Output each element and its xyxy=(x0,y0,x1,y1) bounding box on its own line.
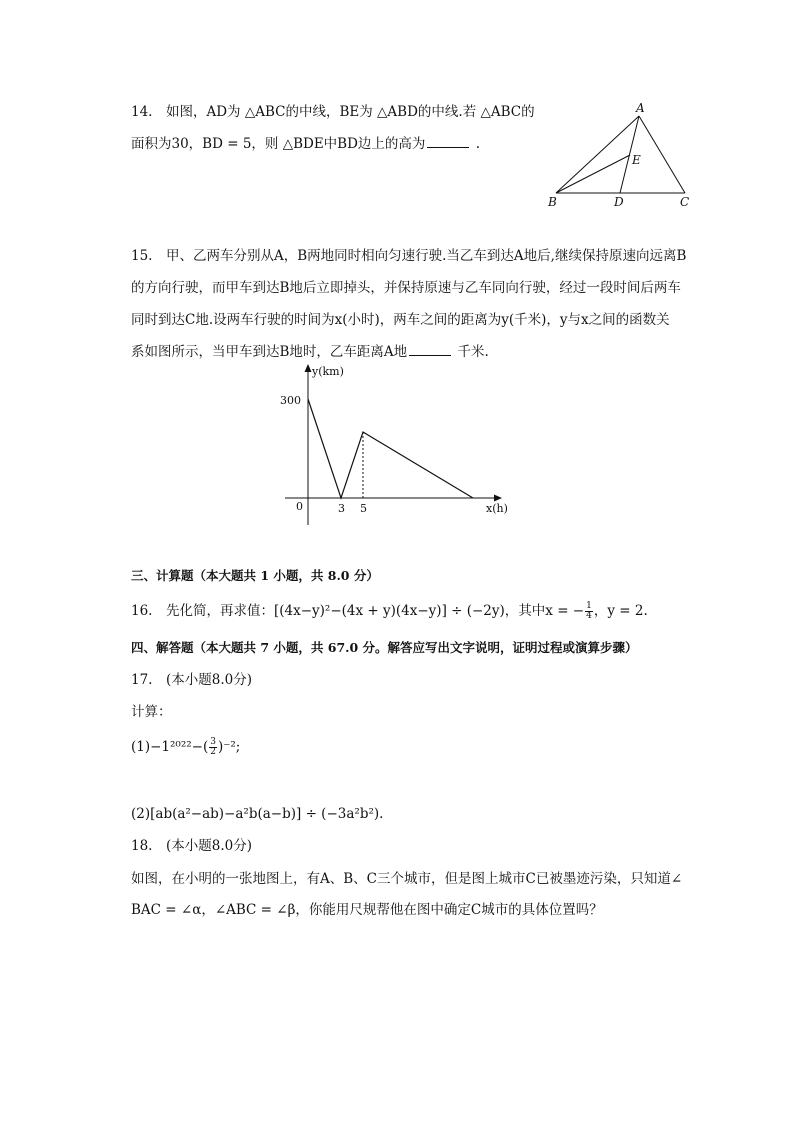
q17-item1-text: (1)−1²⁰²²−( xyxy=(131,739,209,755)
q15-line1: 15. 甲、乙两车分别从A，B两地同时相向匀速行驶.当乙车到达A地后,继续保持原速向远离B xyxy=(131,248,687,264)
q18-line2: BAC = ∠α，∠ABC = ∠β，你能用尺规帮他在图中确定C城市的具体位置吗？ xyxy=(131,902,603,918)
q17-header: 17. (本小题8.0分) xyxy=(131,672,252,688)
q14-line2 xyxy=(131,134,480,154)
q14-line2-end: . xyxy=(475,136,481,152)
answer-blank xyxy=(409,343,451,356)
answer-blank xyxy=(427,135,469,148)
distance-series-line xyxy=(308,399,473,498)
fraction-numerator: 3 xyxy=(210,737,216,747)
segment-ac xyxy=(639,116,685,193)
q17-item1 xyxy=(131,737,240,757)
q14-line2-text: 面积为30，BD = 5，则 △BDE中BD边上的高为 xyxy=(131,136,426,152)
q16-line xyxy=(131,601,648,621)
segment-ab xyxy=(556,116,639,193)
label-c: C xyxy=(680,195,690,209)
y-axis-arrow xyxy=(305,364,312,372)
fraction-denominator: 4 xyxy=(586,611,592,621)
label-d: D xyxy=(614,195,624,209)
distance-time-graph xyxy=(270,360,530,530)
q15-line2: 的方向行驶，而甲车到达B地后立即掉头，并保持原速与乙车同向行驶，经过一段时间后两车 xyxy=(131,280,681,296)
section-heading-answers: 四、解答题（本大题共 7 小题，共 67.0 分。解答应写出文字说明，证明过程或演算步骤） xyxy=(131,640,638,655)
x-tick-label: 3 xyxy=(338,502,345,515)
section-heading-calculation: 三、计算题（本大题共 1 小题，共 8.0 分） xyxy=(131,568,379,583)
q18-header: 18. (本小题8.0分) xyxy=(131,838,252,854)
q17-item1-end: )⁻²; xyxy=(217,739,241,755)
label-b: B xyxy=(548,195,557,209)
q18-line1: 如图，在小明的一张地图上，有A、B、C三个城市，但是图上城市C已被墨迹污染，只知道∠ xyxy=(131,871,683,887)
x-axis-label: x(h) xyxy=(486,502,508,515)
q14-line1: 14. 如图，AD为 △ABC的中线，BE为 △ABD的中线.若 △ABC的 xyxy=(131,104,535,120)
fraction-denominator: 2 xyxy=(210,747,216,757)
y-axis-label: y(km) xyxy=(312,365,344,378)
q15-line4-text: 系如图所示，当甲车到达B地时，乙车距离A地 xyxy=(131,344,408,360)
x-axis-arrow xyxy=(494,495,502,502)
fraction-one-quarter xyxy=(585,602,593,621)
segment-be xyxy=(556,155,630,193)
q15-line3: 同时到达C地.设两车行驶的时间为x(小时)，两车之间的距离为y(千米)，y与x之间的函数关 xyxy=(131,312,670,328)
triangle-figure xyxy=(540,100,700,215)
q15-line4 xyxy=(131,342,489,362)
label-e: E xyxy=(632,153,641,167)
fraction-numerator: 1 xyxy=(586,601,592,611)
x-tick-label: 5 xyxy=(360,502,367,515)
q15-line4-end: 千米. xyxy=(457,344,489,360)
fraction-three-halves xyxy=(209,738,217,757)
y-tick-label: 300 xyxy=(280,394,301,407)
q17-item2: (2)[ab(a²−ab)−a²b(a−b)] ÷ (−3a²b²). xyxy=(131,806,384,822)
q16-text-end: ，y = 2. xyxy=(593,603,648,619)
label-a: A xyxy=(636,101,645,115)
q17-intro: 计算： xyxy=(131,704,172,720)
q16-text: 16. 先化简，再求值：[(4x−y)²−(4x + y)(4x−y)] ÷ (−2y)，其中x = − xyxy=(131,603,585,619)
origin-label: 0 xyxy=(296,500,303,513)
